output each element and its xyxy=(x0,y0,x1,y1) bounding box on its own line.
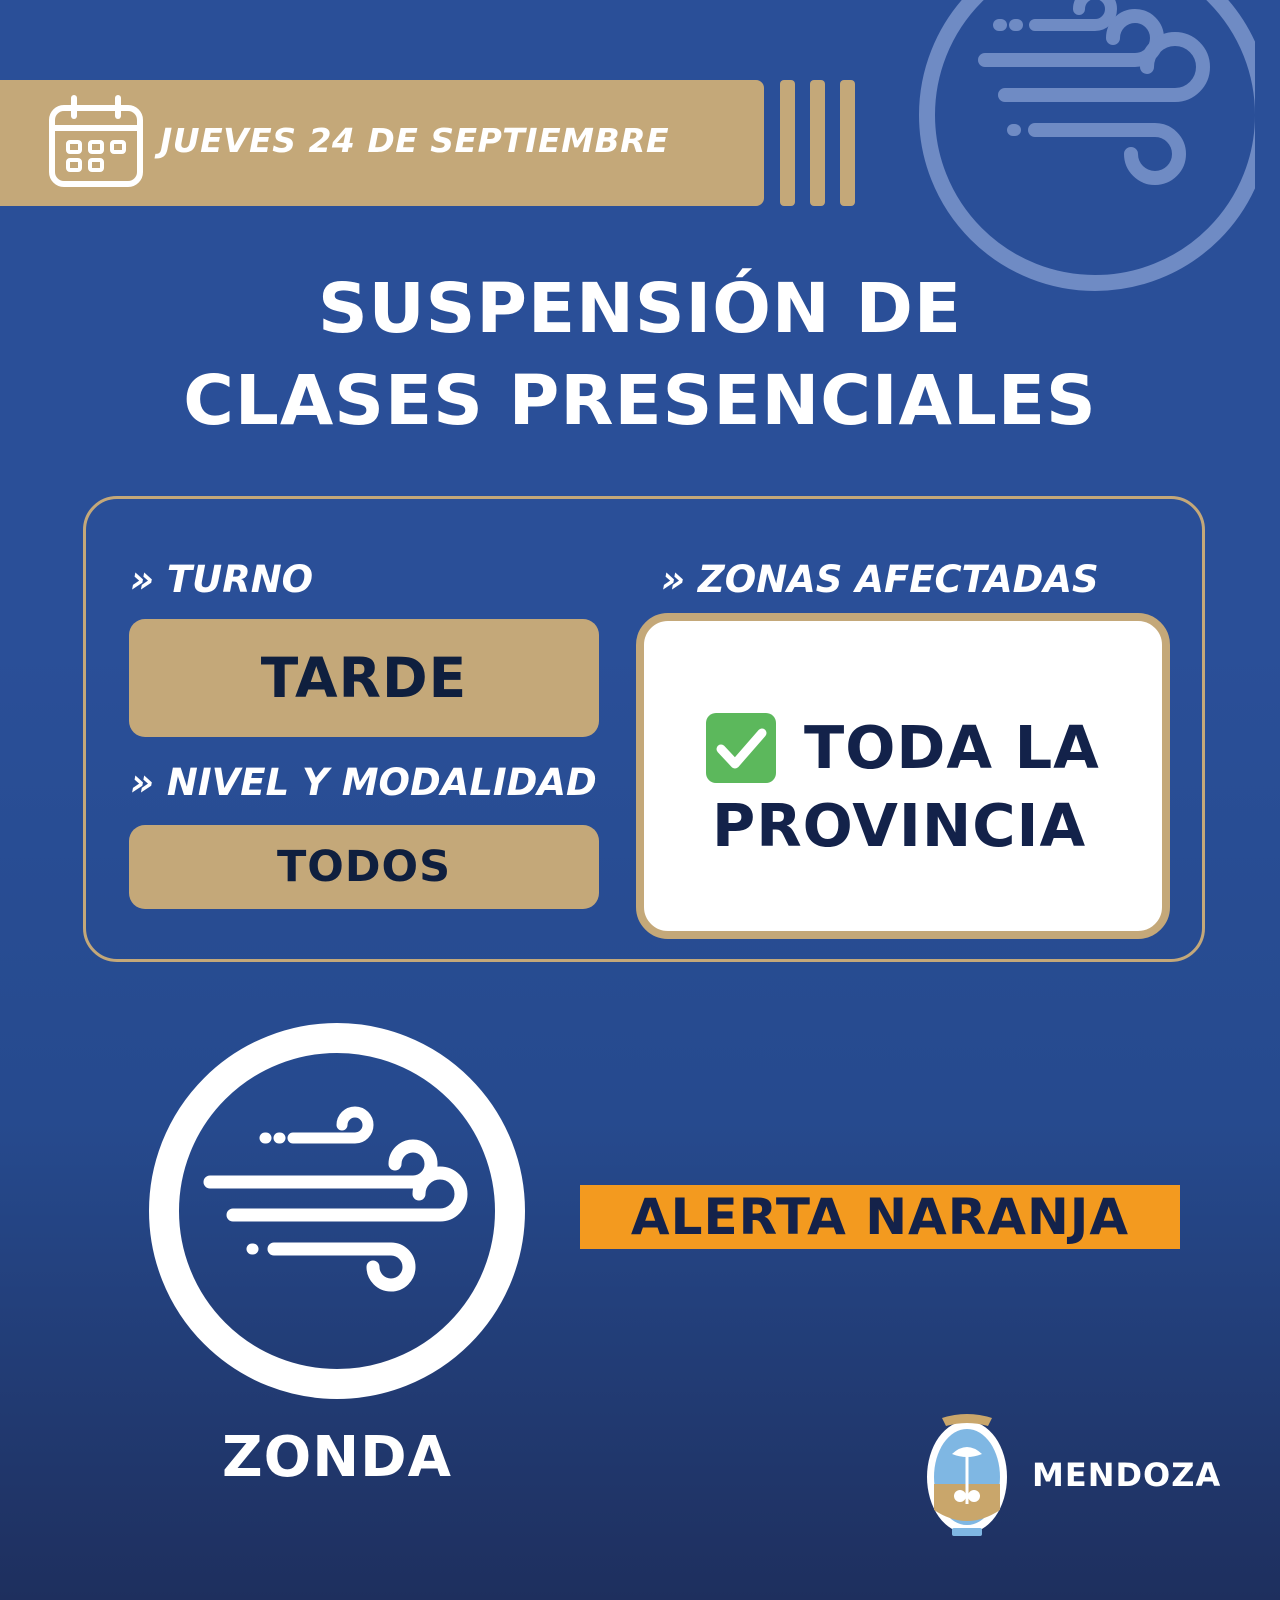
nivel-label: » NIVEL Y MODALIDAD xyxy=(130,761,597,804)
zones-value-text-1: TODA LA xyxy=(804,713,1100,782)
headline-line-2: CLASES PRESENCIALES xyxy=(183,361,1097,441)
headline-line-1: SUSPENSIÓN DE xyxy=(317,269,963,349)
calendar-icon xyxy=(48,94,144,190)
check-mark-icon xyxy=(704,711,778,785)
nivel-value: TODOS xyxy=(129,825,599,909)
wind-icon xyxy=(148,1022,526,1400)
wind-decoration-icon xyxy=(905,0,1255,305)
banner-stripe xyxy=(780,80,795,206)
banner-stripe xyxy=(810,80,825,206)
info-panel xyxy=(83,496,1205,962)
alert-badge: ALERTA NARANJA xyxy=(580,1185,1180,1249)
zones-value-line-1 xyxy=(704,709,1100,787)
date-banner xyxy=(0,80,764,206)
headline xyxy=(0,263,1280,447)
event-name: ZONDA xyxy=(222,1425,452,1490)
banner-stripe xyxy=(840,80,855,206)
coat-of-arms-icon xyxy=(922,1410,1012,1540)
zonas-label: » ZONAS AFECTADAS xyxy=(661,558,1099,601)
turno-label: » TURNO xyxy=(130,558,314,601)
date-text: JUEVES 24 DE SEPTIEMBRE xyxy=(160,121,670,160)
turno-value: TARDE xyxy=(129,619,599,737)
zones-card xyxy=(636,613,1170,939)
brand-name: MENDOZA xyxy=(1032,1456,1222,1494)
zones-value-line-2: PROVINCIA xyxy=(712,791,1087,860)
